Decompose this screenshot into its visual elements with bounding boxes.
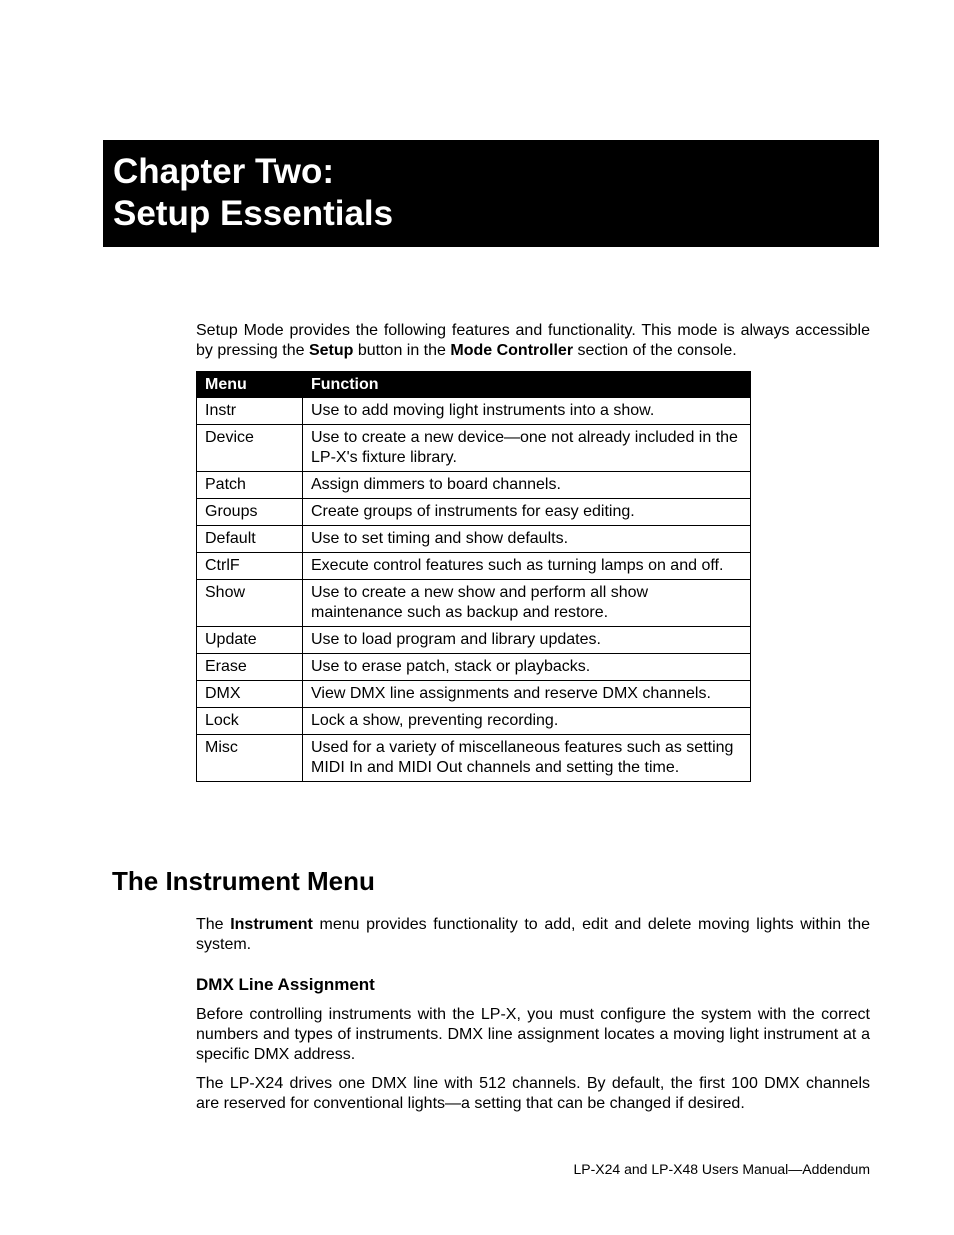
menu-cell: Instr [197, 398, 303, 425]
menu-cell: Device [197, 425, 303, 472]
table-row [197, 735, 751, 782]
setup-menu-table [196, 371, 751, 782]
table-row [197, 472, 751, 499]
intro-paragraph [196, 321, 870, 361]
menu-cell: CtrlF [197, 553, 303, 580]
function-cell: Assign dimmers to board channels. [303, 472, 751, 499]
function-cell: Use to erase patch, stack or playbacks. [303, 654, 751, 681]
table-header-row [197, 372, 751, 398]
menu-cell: DMX [197, 681, 303, 708]
function-cell: Used for a variety of miscellaneous features such as setting MIDI In and MIDI Out channels and setting the time. [303, 735, 751, 782]
menu-cell: Misc [197, 735, 303, 782]
header-menu: Menu [197, 372, 303, 398]
table-row [197, 526, 751, 553]
chapter-banner [103, 140, 879, 247]
table-row [197, 398, 751, 425]
function-cell: Execute control features such as turning lamps on and off. [303, 553, 751, 580]
chapter-title: Setup Essentials [113, 194, 394, 233]
table-row [197, 499, 751, 526]
instrument-menu-paragraph [196, 915, 870, 955]
dmx-line-assignment-heading: DMX Line Assignment [196, 975, 375, 994]
menu-cell: Lock [197, 708, 303, 735]
menu-cell: Patch [197, 472, 303, 499]
function-cell: View DMX line assignments and reserve DMX channels. [303, 681, 751, 708]
dmx-paragraph-1: Before controlling instruments with the LP-X, you must configure the system with the correct numbers and types of instruments. DMX line assignment locates a moving light instrument at a specific DMX address. [196, 1006, 870, 1063]
intro-setup-term: Setup [308, 342, 354, 359]
table-row [197, 425, 751, 472]
header-function: Function [303, 372, 751, 398]
table-row [197, 627, 751, 654]
menu-cell: Erase [197, 654, 303, 681]
table-row [197, 681, 751, 708]
intro-mode-controller-term: Mode Controller [450, 342, 574, 359]
function-cell: Use to add moving light instruments into a show. [303, 398, 751, 425]
chapter-number: Chapter Two: [113, 152, 335, 191]
function-cell: Create groups of instruments for easy editing. [303, 499, 751, 526]
table-row [197, 708, 751, 735]
function-cell: Use to create a new show and perform all show maintenance such as backup and restore. [303, 580, 751, 627]
page-footer: LP-X24 and LP-X48 Users Manual—Addendum [573, 1161, 870, 1177]
menu-cell: Groups [197, 499, 303, 526]
menu-cell: Update [197, 627, 303, 654]
dmx-paragraph-2: The LP-X24 drives one DMX line with 512 channels. By default, the first 100 DMX channels are reserved for conventional lights—a setting that can be changed if desired. [196, 1075, 870, 1112]
instrument-text: menu provides functionality to add, edit and delete moving lights within the system. [196, 916, 871, 953]
table-row [197, 580, 751, 627]
menu-cell: Default [197, 526, 303, 553]
function-cell: Lock a show, preventing recording. [303, 708, 751, 735]
table-row [197, 553, 751, 580]
instrument-text: The [196, 916, 231, 933]
intro-text: section of the console. [573, 342, 737, 359]
table-row [197, 654, 751, 681]
intro-text: button in the [353, 342, 451, 359]
instrument-menu-heading: The Instrument Menu [112, 866, 375, 896]
function-cell: Use to set timing and show defaults. [303, 526, 751, 553]
function-cell: Use to load program and library updates. [303, 627, 751, 654]
function-cell: Use to create a new device—one not already included in the LP-X's fixture library. [303, 425, 751, 472]
instrument-term: Instrument [230, 916, 313, 933]
menu-cell: Show [197, 580, 303, 627]
intro-text: Setup Mode provides the following features and functionality. This mode is always accessible by pressing the [196, 322, 870, 359]
